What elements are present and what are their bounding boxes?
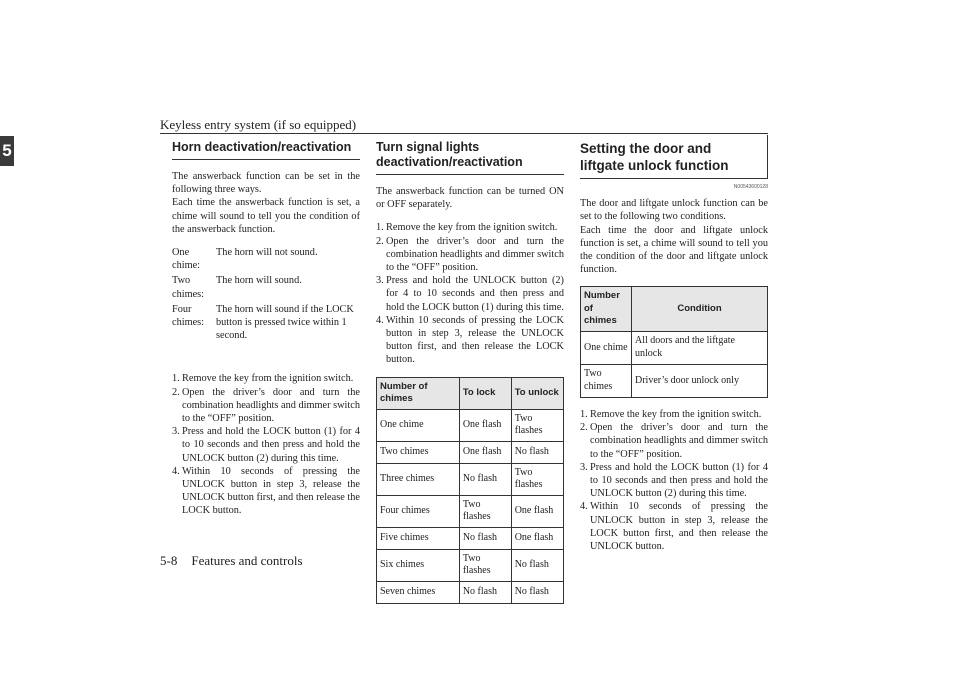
step-text: Open the driver’s door and turn the combination headlights and dimmer switch to the “OFF” position. (590, 422, 768, 460)
horn-steps (172, 372, 360, 517)
page-number: 5-8 (160, 553, 178, 568)
def-term: Four chimes: (172, 303, 205, 329)
table-row (377, 409, 564, 441)
table-cell: One flash (459, 441, 511, 463)
column-header: Condition (632, 287, 768, 332)
table-cell: Four chimes (377, 495, 460, 527)
liftgate-section (580, 135, 768, 553)
step-text: Within 10 seconds of pressing the UNLOCK button in step 3, release the UNLOCK button first, and then release the LOCK button. (182, 465, 360, 517)
horn-def-row (172, 303, 360, 343)
table-cell: All doors and the liftgate unlock (632, 331, 768, 364)
table-cell: Five chimes (377, 527, 460, 549)
table-cell: One chime (377, 409, 460, 441)
liftgate-steps (580, 408, 768, 553)
liftgate-intro-2: Each time the door and liftgate unlock function is set, a chime will sound to tell you the condition of the door and liftgate unlock function. (580, 224, 768, 276)
column-header: Number of chimes (377, 377, 460, 409)
table-cell: One flash (459, 409, 511, 441)
column-header: To unlock (511, 377, 563, 409)
table-cell: No flash (459, 527, 511, 549)
column-header: To lock (459, 377, 511, 409)
step-number: 1. (172, 373, 180, 385)
table-cell: No flash (459, 581, 511, 603)
table-cell: One flash (511, 527, 563, 549)
def-term: Two chimes: (172, 275, 205, 300)
table-cell: No flash (511, 549, 563, 581)
table-row (581, 364, 768, 397)
table-row (377, 527, 564, 549)
list-item (376, 221, 564, 234)
horn-intro-2: Each time the answerback function is set, a chime will sound to tell you the condition of the answerback function. (172, 197, 360, 235)
list-item (580, 500, 768, 553)
table-cell: Three chimes (377, 463, 460, 495)
list-item (172, 386, 360, 426)
table-cell: No flash (511, 441, 563, 463)
horn-def-row (172, 246, 360, 272)
table-row (377, 581, 564, 603)
table-cell: No flash (511, 581, 563, 603)
table-row (377, 495, 564, 527)
list-item (580, 421, 768, 461)
turn-signal-section (376, 135, 564, 604)
page-footer (160, 553, 317, 569)
chapter-tab: 5 (0, 136, 14, 166)
step-number: 1. (580, 408, 588, 420)
step-text: Remove the key from the ignition switch. (590, 408, 762, 420)
step-number: 4. (172, 465, 180, 477)
step-text: Press and hold the UNLOCK button (2) for 4 to 10 seconds and then press and hold the LOCK button (1) during this time. (386, 275, 564, 313)
step-number: 3. (172, 426, 180, 438)
liftgate-intro: The door and liftgate unlock function can be set to the following two conditions. (580, 198, 768, 223)
step-number: 4. (580, 501, 588, 513)
horn-def-row (172, 274, 360, 300)
table-row (377, 441, 564, 463)
list-item (376, 314, 564, 367)
step-number: 4. (376, 314, 384, 326)
step-text: Open the driver’s door and turn the combination headlights and dimmer switch to the “OFF” position. (386, 235, 564, 274)
table-cell: One chime (581, 331, 632, 364)
step-text: Remove the key from the ignition switch. (386, 222, 558, 234)
step-text: Within 10 seconds of pressing the LOCK button in step 3, release the UNLOCK button first, and then release the LOCK button. (386, 314, 564, 366)
step-number: 1. (376, 222, 384, 234)
list-item (580, 461, 768, 501)
step-text: Within 10 seconds of pressing the UNLOCK button in step 3, release the LOCK button first, and then release the UNLOCK button. (590, 501, 768, 552)
def-desc: The horn will sound if the LOCK button is pressed twice within 1 second. (216, 303, 354, 342)
document-code: N00543600128 (733, 184, 768, 190)
list-item (376, 235, 564, 275)
list-item (172, 372, 360, 385)
list-item (580, 408, 768, 421)
table-cell: Two chimes (581, 364, 632, 397)
step-number: 2. (376, 235, 384, 247)
step-text: Press and hold the LOCK button (1) for 4 to 10 seconds and then press and hold the UNLOCK button (2) during this time. (182, 426, 360, 464)
step-text: Open the driver’s door and turn the combination headlights and dimmer switch to the “OFF” position. (182, 386, 360, 425)
chime-flash-table (376, 377, 564, 604)
table-cell: No flash (459, 463, 511, 495)
table-cell: Two flashes (459, 495, 511, 527)
table-row (581, 331, 768, 364)
table-cell: Six chimes (377, 549, 460, 581)
table-cell: Driver’s door unlock only (632, 364, 768, 397)
step-number: 3. (376, 275, 384, 287)
table-cell: Seven chimes (377, 581, 460, 603)
list-item (172, 425, 360, 465)
list-item (376, 274, 564, 314)
header-rule (160, 133, 768, 134)
def-term: One chime: (172, 247, 201, 272)
table-header-row (581, 287, 768, 332)
page-header-title: Keyless entry system (if so equipped) (160, 117, 357, 132)
liftgate-heading: Setting the door and liftgate unlock function (580, 135, 768, 179)
step-text: Press and hold the LOCK button (1) for 4 to 10 seconds and then press and hold the UNLOCK button (2) during this time. (590, 461, 768, 500)
horn-heading: Horn deactivation/reactivation (172, 135, 360, 160)
footer-section-name: Features and controls (191, 553, 303, 568)
turn-signal-steps (376, 221, 564, 366)
step-text: Remove the key from the ignition switch. (182, 373, 354, 385)
table-cell: Two chimes (377, 441, 460, 463)
step-number: 2. (580, 422, 588, 434)
table-row (377, 549, 564, 581)
liftgate-condition-table (580, 286, 768, 398)
table-cell: Two flashes (459, 549, 511, 581)
step-number: 3. (580, 461, 588, 473)
horn-section (172, 135, 360, 518)
table-header-row (377, 377, 564, 409)
def-desc: The horn will sound. (216, 275, 302, 287)
table-cell: Two flashes (511, 463, 563, 495)
table-row (377, 463, 564, 495)
step-number: 2. (172, 386, 180, 398)
table-cell: One flash (511, 495, 563, 527)
list-item (172, 465, 360, 518)
horn-intro: The answerback function can be set in the following three ways. (172, 171, 360, 196)
table-cell: Two flashes (511, 409, 563, 441)
def-desc: The horn will not sound. (216, 247, 318, 259)
turn-signal-heading: Turn signal lights deactivation/reactivation (376, 135, 564, 175)
column-header: Number of chimes (581, 287, 632, 332)
turn-signal-intro: The answerback function can be turned ON or OFF separately. (376, 186, 564, 211)
